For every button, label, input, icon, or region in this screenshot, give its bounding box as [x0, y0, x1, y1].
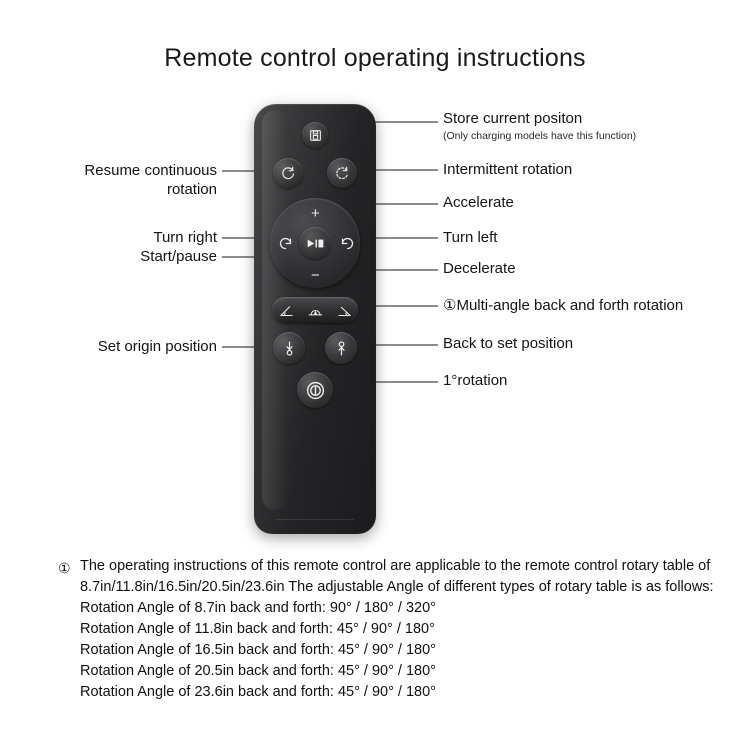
footnote-line: Rotation Angle of 11.8in back and forth: 45° / 90° / 180°	[80, 621, 435, 638]
resume-rotation-button[interactable]	[273, 158, 303, 188]
footnote-line: Rotation Angle of 20.5in back and forth: 45° / 90° / 180°	[80, 663, 436, 680]
label-decelerate: Decelerate	[443, 260, 516, 277]
angle-45-icon	[278, 303, 295, 318]
label-resume-continuous-rotation: Resume continuous rotation	[84, 162, 217, 198]
save-icon	[309, 129, 322, 142]
one-degree-icon	[305, 380, 326, 401]
continuous-rotation-icon	[280, 165, 296, 181]
back-to-position-icon	[333, 340, 350, 357]
label-one-degree-rotation: 1°rotation	[443, 372, 508, 389]
label-store-current-position: Store current positon	[443, 110, 583, 127]
intermittent-rotation-icon	[334, 165, 350, 181]
label-back-to-set-position: Back to set position	[443, 335, 574, 352]
label-accelerate: Accelerate	[443, 194, 514, 211]
angle-180-icon	[306, 303, 325, 318]
label-turn-left: Turn left	[443, 229, 498, 246]
start-pause-button[interactable]	[299, 227, 331, 259]
label-set-origin-position: Set origin position	[97, 338, 217, 355]
accelerate-button[interactable]: +	[311, 205, 320, 222]
one-degree-button[interactable]	[297, 372, 333, 408]
multi-angle-button[interactable]	[272, 297, 358, 323]
decelerate-button[interactable]: −	[311, 267, 320, 284]
play-pause-icon	[307, 238, 324, 249]
label-turn-right: Turn right	[153, 229, 217, 246]
footnote-line: Rotation Angle of 16.5in back and forth: 45° / 90° / 180°	[80, 642, 436, 659]
set-origin-button[interactable]	[273, 332, 305, 364]
turn-right-button[interactable]	[278, 236, 293, 253]
page-title: Remote control operating instructions	[164, 44, 586, 72]
footnote-mark: ①	[58, 560, 71, 576]
remote-control-body	[254, 104, 376, 534]
direction-wheel[interactable]	[270, 198, 360, 288]
store-position-button[interactable]	[302, 122, 328, 148]
intermittent-rotation-button[interactable]	[327, 158, 357, 188]
label-intermittent-rotation: Intermittent rotation	[443, 161, 573, 178]
label-start-pause: Start/pause	[140, 248, 217, 265]
angle-90-icon	[336, 303, 353, 318]
footnote-paragraph: The operating instructions of this remote control are applicable to the remote control rotary table of 8.7in/11.8in/16.5in/20.5in/23.6in The adjustable Angle of different types of rotary table is as follows:	[80, 558, 714, 596]
rotate-left-icon	[278, 236, 293, 251]
rotate-right-icon	[340, 236, 355, 251]
origin-position-icon	[281, 340, 298, 357]
back-to-set-position-button[interactable]	[325, 332, 357, 364]
turn-left-button[interactable]	[340, 236, 355, 253]
remote-bottom-divider	[276, 519, 354, 520]
label-multi-angle-rotation: ①Multi-angle back and forth rotation	[443, 297, 684, 314]
footnote-line: Rotation Angle of 8.7in back and forth: 90° / 180° / 320°	[80, 600, 436, 617]
footnote-line: Rotation Angle of 23.6in back and forth: 45° / 90° / 180°	[80, 684, 436, 701]
footnote	[58, 556, 718, 703]
label-store-current-position-note: (Only charging models have this function)	[443, 130, 637, 142]
